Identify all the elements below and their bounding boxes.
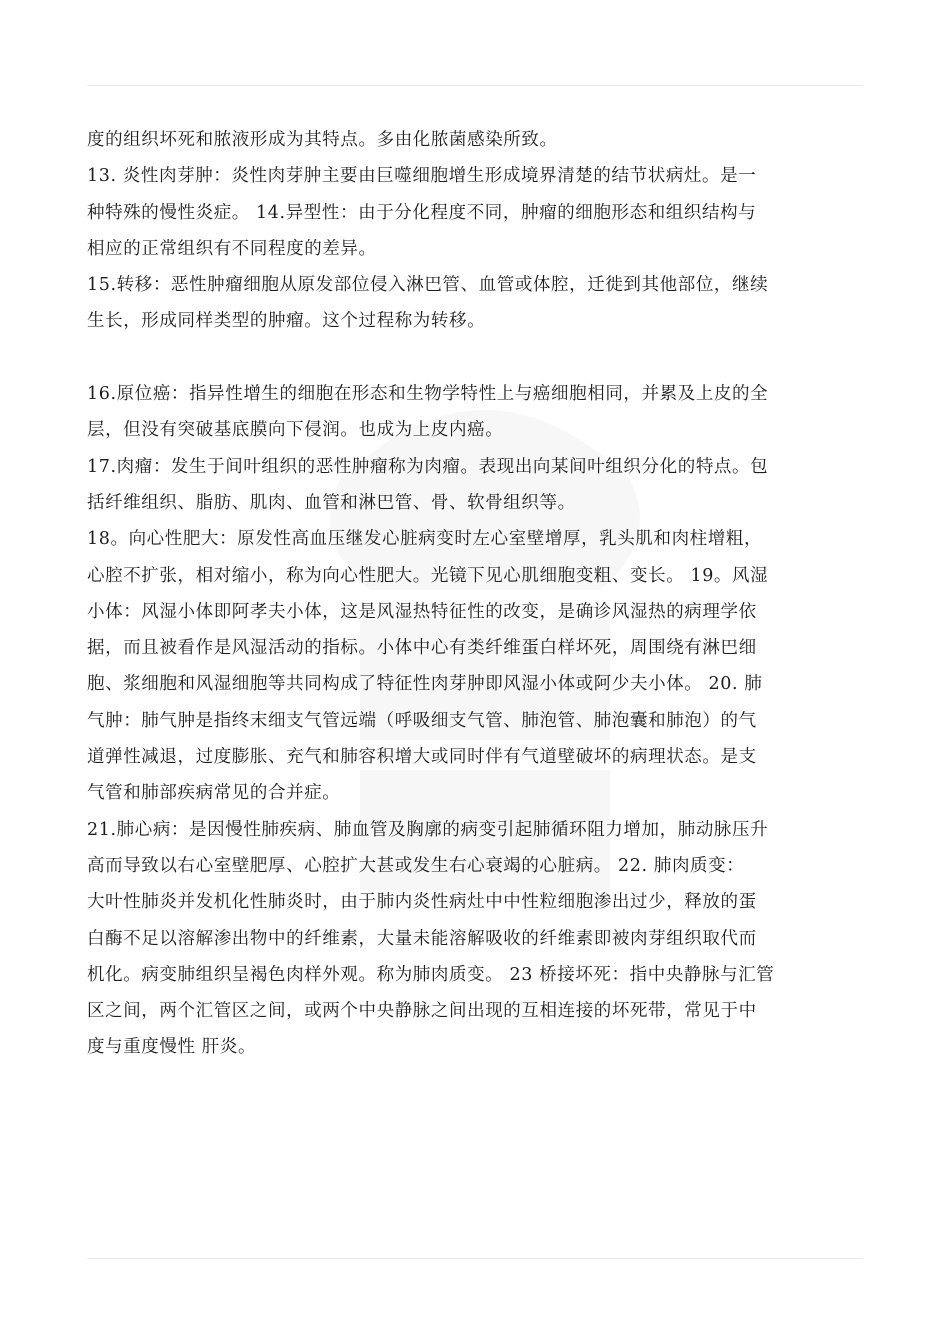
- document-body: [87, 122, 867, 1066]
- text-line: 种特殊的慢性炎症。 14.异型性：由于分化程度不同，肿瘤的细胞形态和组织结构与: [87, 202, 757, 223]
- text-line: 气管和肺部疾病常见的合并症。: [87, 783, 341, 804]
- top-divider: [87, 85, 862, 86]
- text-line: 机化。病变肺组织呈褐色肉样外观。称为肺肉质变。 23 桥接坏死：指中央静脉与汇管: [87, 964, 775, 985]
- text-line: 胞、浆细胞和风湿细胞等共同构成了特征性肉芽肿即风湿小体或阿少夫小体。 20. 肺: [87, 674, 763, 695]
- text-line: 高而导致以右心室壁肥厚、心腔扩大甚或发生右心衰竭的心脏病。 22. 肺肉质变：: [87, 855, 745, 876]
- text-line: 大叶性肺炎并发机化性肺炎时，由于肺内炎性病灶中中性粒细胞渗出过少，释放的蛋: [87, 892, 757, 913]
- text-line: 小体：风湿小体即阿孝夫小体，这是风湿热特征性的改变，是确诊风湿热的病理学依: [87, 601, 757, 622]
- text-line: 白酶不足以溶解渗出物中的纤维素，大量未能溶解吸收的纤维素即被肉芽组织取代而: [87, 928, 757, 949]
- text-line: 层，但没有突破基底膜向下侵润。也成为上皮内癌。: [87, 420, 504, 441]
- text-line: 据，而且被看作是风湿活动的指标。小体中心有类纤维蛋白样坏死，周围绕有淋巴细: [87, 638, 757, 659]
- text-line: 气肿：肺气肿是指终末细支气管远端（呼吸细支气管、肺泡管、肺泡囊和肺泡）的气: [87, 710, 757, 731]
- text-line: 度的组织坏死和脓液形成为其特点。多由化脓菌感染所致。: [87, 130, 558, 150]
- text-line: 度与重度慢性 肝炎。: [87, 1037, 257, 1058]
- text-line: 括纤维组织、脂肪、肌肉、血管和淋巴管、骨、软骨组织等。: [87, 492, 576, 513]
- text-line: 相应的正常组织有不同程度的差异。: [87, 238, 377, 259]
- text-line: 21.肺心病：是因慢性肺疾病、肺血管及胸廓的病变引起肺循环阻力增加，肺动脉压升: [87, 819, 769, 840]
- text-line: 生长，形成同样类型的肿瘤。这个过程称为转移。: [87, 311, 486, 332]
- text-line: 16.原位癌：指异性增生的细胞在形态和生物学特性上与癌细胞相同，并累及上皮的全: [87, 384, 769, 405]
- text-line: 心腔不扩张，相对缩小，称为向心性肥大。光镜下见心肌细胞变粗、变长。 19。风湿: [87, 565, 769, 586]
- text-line: 18。向心性肥大：原发性高血压继发心脏病变时左心室壁增厚，乳头肌和肉柱增粗，: [87, 529, 763, 550]
- text-line: 道弹性减退，过度膨胀、充气和肺容积增大或同时伴有气道壁破坏的病理状态。是支: [87, 747, 757, 768]
- text-line: 13. 炎性肉芽肿：炎性肉芽肿主要由巨噬细胞增生形成境界清楚的结节状病灶。是一: [87, 166, 757, 187]
- text-line: 区之间，两个汇管区之间，或两个中央静脉之间出现的互相连接的坏死带，常见于中: [87, 1001, 757, 1022]
- text-line: 17.肉瘤：发生于间叶组织的恶性肿瘤称为肉瘤。表现出向某间叶组织分化的特点。包: [87, 456, 769, 477]
- bottom-divider: [87, 1258, 862, 1259]
- text-line: 15.转移：恶性肿瘤细胞从原发部位侵入淋巴管、血管或体腔，迁徙到其他部位，继续: [87, 275, 769, 296]
- paragraph-gap: [87, 340, 867, 376]
